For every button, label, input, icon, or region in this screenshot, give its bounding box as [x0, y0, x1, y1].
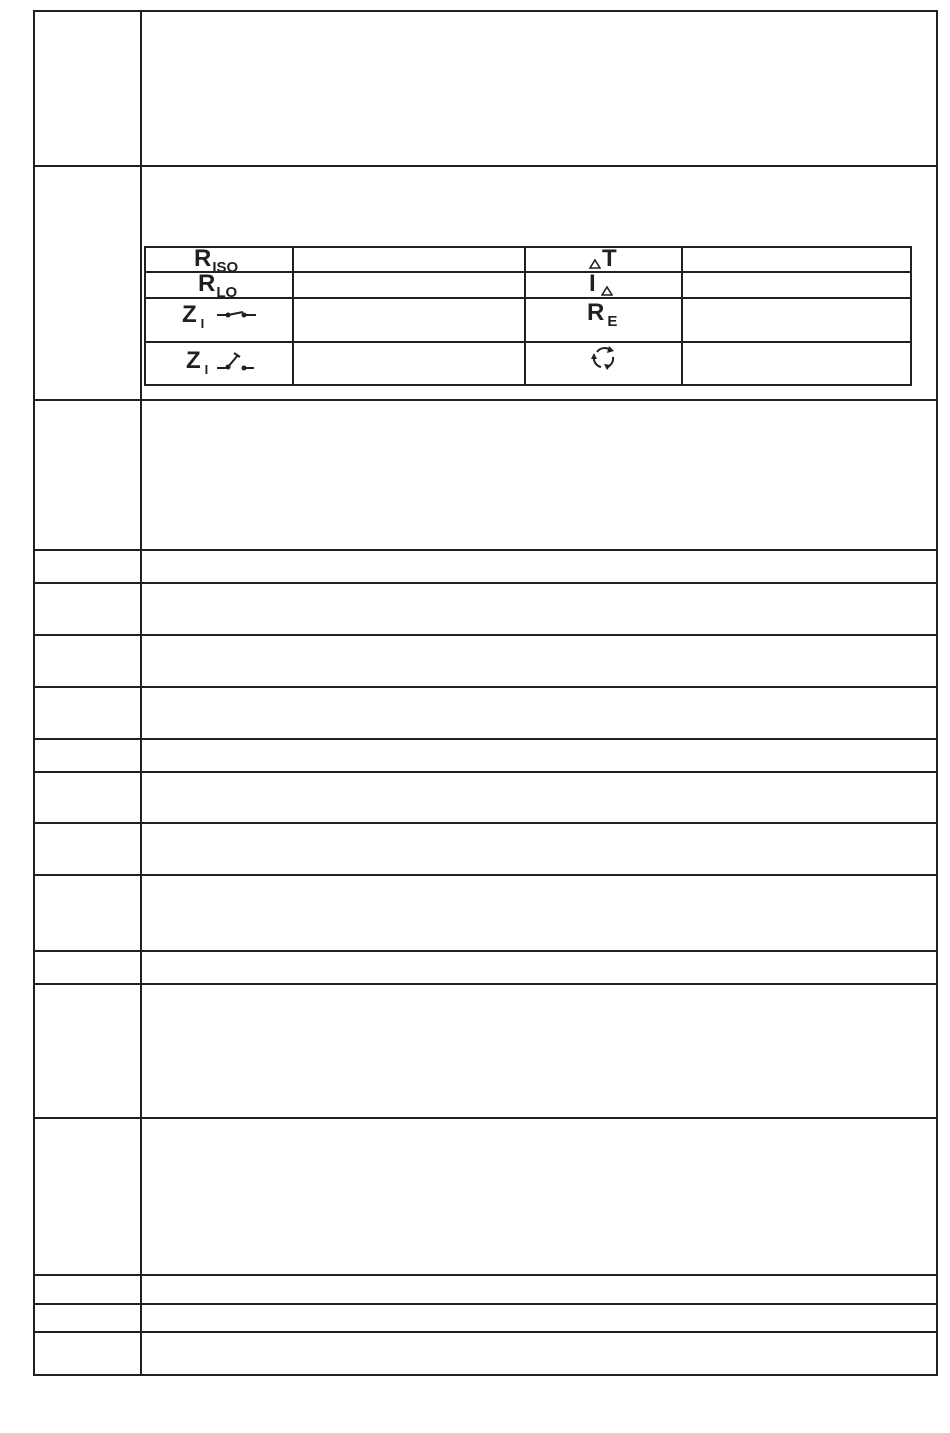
rotation-arrows-icon — [590, 345, 618, 371]
symbol-riso-sub: ISO — [212, 259, 239, 276]
symbol-rlo — [198, 270, 238, 301]
row-divider — [35, 686, 936, 688]
symbol-zi-closed-main: Z — [182, 301, 197, 328]
symbol-delta-t — [602, 247, 617, 271]
symbol-table-divider — [524, 248, 526, 384]
column-divider — [140, 12, 142, 1374]
symbol-zi-open-sub: I — [204, 362, 209, 377]
symbol-re-sub: E — [607, 313, 618, 330]
symbol-table-divider — [146, 341, 910, 343]
row-divider — [35, 771, 936, 773]
symbol-zi-open-main: Z — [186, 347, 201, 374]
row-divider — [35, 165, 936, 167]
symbol-re — [587, 299, 618, 330]
row-divider — [35, 822, 936, 824]
symbol-rlo-sub: LO — [216, 284, 238, 301]
document-table — [33, 10, 938, 1376]
row-divider — [35, 1303, 936, 1305]
symbol-riso — [194, 245, 239, 276]
symbol-delta-t-main: T — [602, 245, 617, 272]
symbol-zi-open — [186, 347, 209, 377]
switch-open-icon — [216, 352, 256, 372]
symbol-i-delta-main: I — [589, 270, 596, 297]
symbol-table-divider — [146, 271, 910, 273]
symbol-zi-closed — [182, 301, 205, 331]
symbol-riso-main: R — [194, 245, 212, 272]
row-divider — [35, 634, 936, 636]
symbol-table — [144, 246, 912, 386]
symbol-table-divider — [292, 248, 294, 384]
symbol-table-divider — [146, 297, 910, 299]
symbol-rlo-main: R — [198, 270, 216, 297]
triangle-delta-icon — [589, 259, 601, 269]
row-divider — [35, 549, 936, 551]
row-divider — [35, 1117, 936, 1119]
symbol-i-delta — [589, 272, 596, 296]
row-divider — [35, 1274, 936, 1276]
symbol-re-main: R — [587, 299, 605, 326]
row-divider — [35, 1331, 936, 1333]
symbol-table-divider — [681, 248, 683, 384]
row-divider — [35, 399, 936, 401]
row-divider — [35, 950, 936, 952]
switch-closed-icon — [216, 306, 258, 322]
symbol-zi-closed-sub: I — [200, 316, 205, 331]
row-divider — [35, 738, 936, 740]
triangle-delta-icon — [601, 286, 613, 296]
row-divider — [35, 582, 936, 584]
row-divider — [35, 983, 936, 985]
row-divider — [35, 874, 936, 876]
